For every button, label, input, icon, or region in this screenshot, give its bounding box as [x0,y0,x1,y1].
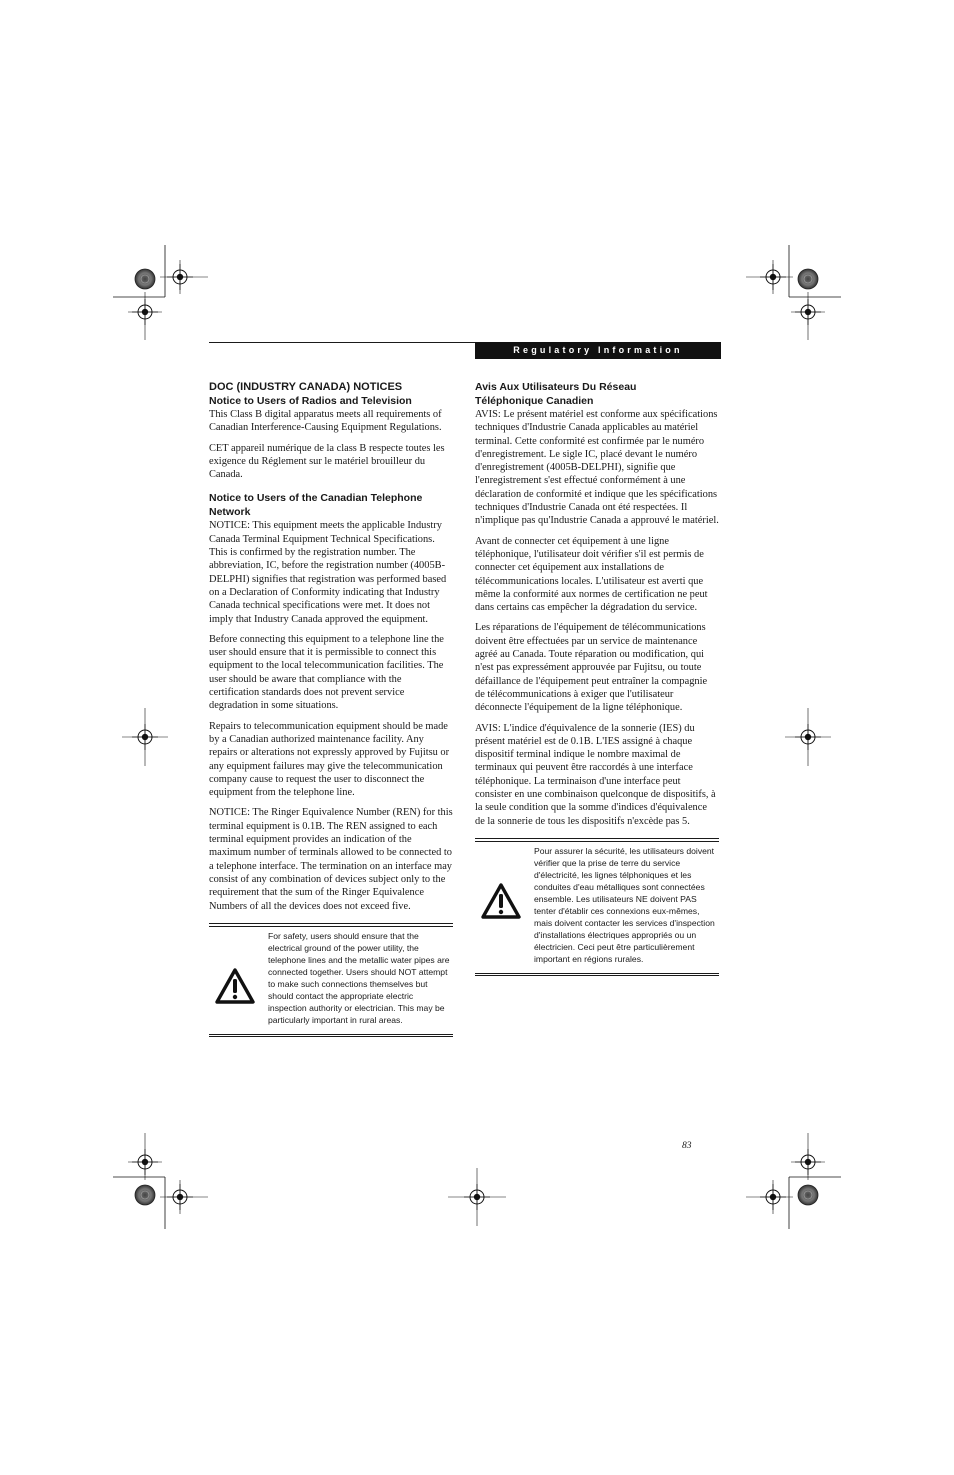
subheading-telephone-network: Notice to Users of the Canadian Telephone Network [209,492,423,518]
paragraph: CET appareil numérique de la class B respecte toutes les exigence du Réglement sur le matériel brouilleur du Canada. [209,442,445,481]
color-dial-mark [798,269,818,289]
paragraph: AVIS: Le présent matériel est conforme aux spécifications techniques d'Industrie Canada applicables au matériel terminal. Cette conformité est confirmée par le numéro d'enregistrement. Le sigle IC, placé devant le numéro d'enregistrement (4005B-DELPHI), signifie que l'enregistrement s'est effectué conformément à une déclaration de conformité et indique que les spécifications techniques d'Industrie Canada ont été respectées. Il n'implique pas qu'Industrie Canada a approuvé le matériel. [475,409,719,527]
color-dial-mark [135,1185,155,1205]
warning-text: Pour assurer la sécurité, les utilisateurs doivent vérifier que la prise de terre du service d'électricité, les lignes télphoniques et les conduites d'eau métalliques sont connectées ensemble. Les utilisateurs NE doivent PAS tenter d'établir ces connexions eux-mêmes, mais doivent contacter les services d'inspection d'installations électriques appropriés ou un électricien. Ceci peut être particulièrement important en régions rurales. [534,845,715,964]
paragraph: This Class B digital apparatus meets all requirements of Canadian Interference-Causing Equipment Regulations. [209,409,442,434]
safety-warning-box [209,923,453,1037]
paragraph: Les réparations de l'équipement de télécommunications doivent être effectuées par un service de maintenance agréé au Canada. Toute réparation ou modification, qui n'est pas expressément approuvée par Fujitsu, ou toute défaillance de l'équipement peut entraîner la compagnie de télécommunications à exiger que l'utilisateur déconnecte l'équipement de la ligne téléphonique. [475,622,708,714]
subheading-radio-tv: Notice to Users of Radios and Television [209,394,412,407]
section-heading: DOC (INDUSTRY CANADA) NOTICES [209,381,403,393]
paragraph: AVIS: L'indice d'équivalence de la sonnerie (IES) du présent matériel est de 0.1B. L'IES assigné à chaque dispositif terminal indique le nombre maximal de terminaux qui peuvent être raccordés à une interface téléphonique. La terminaison d'une interface peut consister en une combinaison quelconque de dispositifs, à la seule condition que la somme d'indices d'équivalence de la sonnerie de tous les dispositifs n'excède pas 5. [475,722,716,827]
french-heading-line-2: Téléphonique Canadien [475,394,594,407]
left-column [209,381,453,1037]
section-title: Regulatory Information [475,342,721,359]
color-dial-mark [798,1185,818,1205]
paragraph: NOTICE: The Ringer Equivalence Number (REN) for this terminal equipment is 0.1B. The REN assigned to each terminal equipment provides an indication of the maximum number of terminals allowed to be connected to a telephone interface. The termination on an interface may consist of any combination of devices subject only to the requirement that the sum of the Ringer Equivalence Numbers of all the devices does not exceed five. [209,807,453,912]
paragraph: Before connecting this equipment to a telephone line the user should ensure that it is permissible to connect this equipment to the local telecommunication facilities. The user should be aware that compliance with the certification standards does not prevent service degradation in some situations. [209,633,444,712]
page-number: 83 [682,1141,692,1151]
warning-triangle-icon [481,883,521,919]
paragraph: Repairs to telecommunication equipment should be made by a Canadian authorized maintenance facility. Any repairs or alterations not expressly approved by Fujitsu or any equipment failures may give the telecommunication company cause to request the user to disconnect the equipment from the telephone line. [209,720,450,799]
header-rule [209,342,475,343]
french-heading-line-1: Avis Aux Utilisateurs Du Réseau [475,381,637,393]
right-column [475,381,719,976]
warning-text: For safety, users should ensure that the electrical ground of the power utility, the telephone lines and the metallic water pipes are connected together. Users should NOT attempt to make such connections themselves but should contact the appropriate electric inspection authority or electrician. This may be particularly important in rural areas. [268,930,450,1025]
warning-triangle-icon [215,968,255,1004]
color-dial-mark [135,269,155,289]
safety-warning-box [475,838,719,976]
paragraph: Avant de connecter cet équipement à une ligne téléphonique, l'utilisateur doit vérifier s'il est permis de connecter cet équipement aux installations de télécommunications locales. L'utilisateur est averti que même la conformité aux normes de certification ne peut dans certains cas empêcher la dégradation du service. [475,535,708,614]
paragraph: NOTICE: This equipment meets the applicable Industry Canada Terminal Equipment Technical Specifications. This is confirmed by the registration number. The abbreviation, IC, before the registration number (4005B-DELPHI) signifies that registration was performed based on a Declaration of Conformity indicating that Industry Canada technical specifications were met. It does not imply that Industry Canada approved the equipment. [209,520,447,625]
